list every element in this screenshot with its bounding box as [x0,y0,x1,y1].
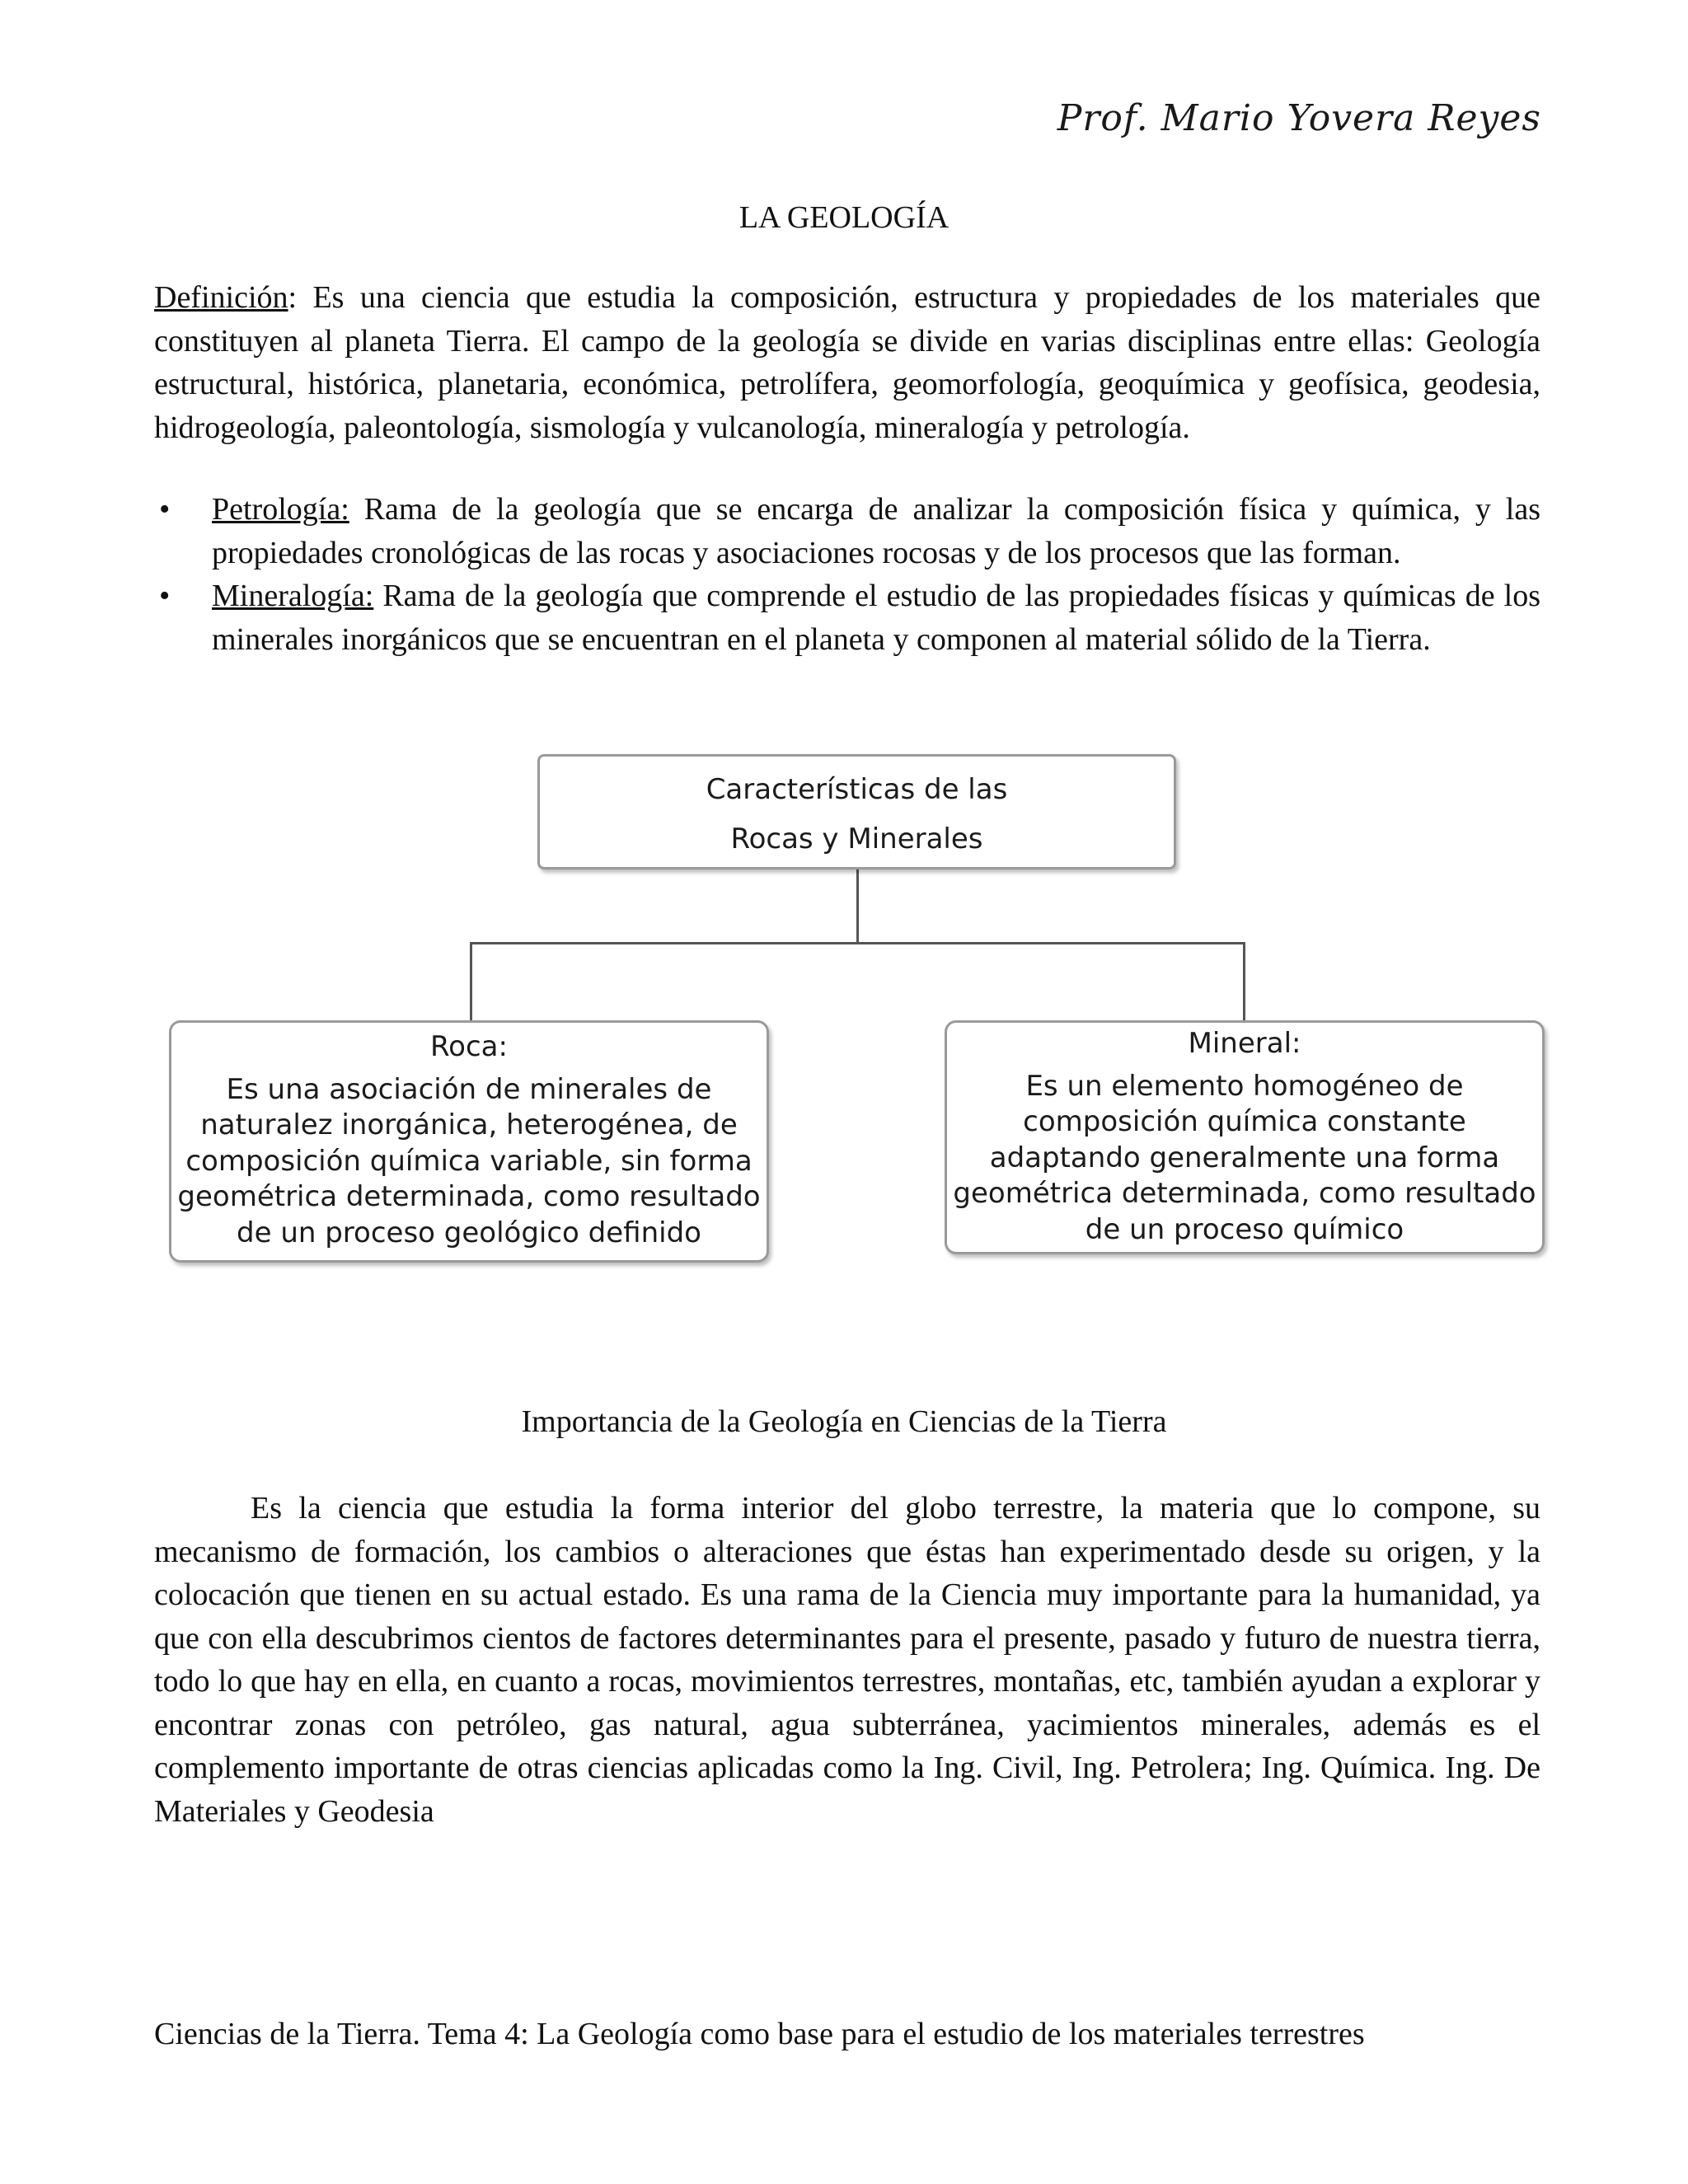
bullet-icon: • [159,492,171,527]
page-title: LA GEOLOGÍA [738,200,950,235]
roca-line: geométrica determinada, como resultado [177,1180,761,1213]
roca-line: naturalez inorgánica, heterogénea, de [200,1108,738,1141]
connector-right-down [1243,942,1245,1020]
branches-list [154,488,1540,661]
page-footer: Ciencias de la Tierra. Tema 4: La Geología como base para el estudio de los materiales terrestres [154,2017,1365,2051]
definition-text: : Es una ciencia que estudia la composición, estructura y propiedades de los materiales que constituyen al planeta Tierra. El campo de la geología se divide en varias disciplinas entre ellas: Geología estructural, histórica, planetaria, económica, petrolífera, geomorfología, geoquímica y geofísica, geodesia, hidrogeología, paleontología, sismología y vulcanología, mineralogía y petrología. [154,280,1540,445]
diagram-root-box [537,754,1176,869]
bullet-text: Rama de la geología que comprende el estudio de las propiedades físicas y químicas de los minerales inorgánicos que se encuentran en el planeta y componen al material sólido de la Tierra. [212,579,1540,657]
list-item [154,488,1540,574]
bullet-label: Petrología: [212,492,349,527]
mineral-line: de un proceso químico [1085,1212,1404,1246]
bullet-text: Rama de la geología que se encarga de analizar la composición física y química, y las propiedades cronológicas de las rocas y asociaciones rocosas y de los procesos que las forman. [212,492,1540,570]
mineral-label: Mineral: [1188,1027,1301,1060]
definition-paragraph [154,276,1540,449]
diagram-roca-box [169,1020,769,1263]
roca-label: Roca: [430,1030,508,1063]
importance-paragraph: Es la ciencia que estudia la forma interior del globo terrestre, la materia que lo compone, su mecanismo de formación, los cambios o alteraciones que éstas han experimentado desde su origen, y la colocación que tienen en su actual estado. Es una rama de la Ciencia muy importante para la humanidad, ya que con ella descubrimos cientos de factores determinantes para el presente, pasado y futuro de nuestra tierra, todo lo que hay en ella, en cuanto a rocas, movimientos terrestres, montañas, etc, también ayudan a explorar y encontrar zonas con petróleo, gas natural, agua subterránea, yacimientos minerales, además es el complemento importante de otras ciencias aplicadas como la Ing. Civil, Ing. Petrolera; Ing. Química. Ing. De Materiales y Geodesia [154,1491,1540,1829]
mineral-line: adaptando generalmente una forma [989,1141,1500,1174]
section-title: Importancia de la Geología en Ciencias de la Tierra [521,1404,1167,1439]
connector-root-down [856,869,859,944]
roca-line: Es una asociación de minerales de [226,1072,712,1106]
connector-left-down [470,942,472,1020]
bullet-icon: • [159,579,171,613]
mineral-line: geométrica determinada, como resultado [953,1177,1536,1210]
definition-label: Definición [154,280,288,315]
connector-horizontal [470,942,1245,944]
list-item [154,574,1540,661]
mineral-line: Es un elemento homogéneo de [1025,1069,1464,1103]
diagram-mineral-box [945,1020,1545,1254]
roca-line: de un proceso geológico definido [237,1216,701,1249]
root-line: Rocas y Minerales [730,823,983,855]
mineral-line: composición química constante [1023,1105,1466,1138]
root-line: Características de las [706,773,1008,806]
roca-line: composición química variable, sin forma [185,1144,753,1178]
author-signature: Prof. Mario Yovera Reyes [1057,97,1541,139]
bullet-label: Mineralogía: [212,579,374,613]
